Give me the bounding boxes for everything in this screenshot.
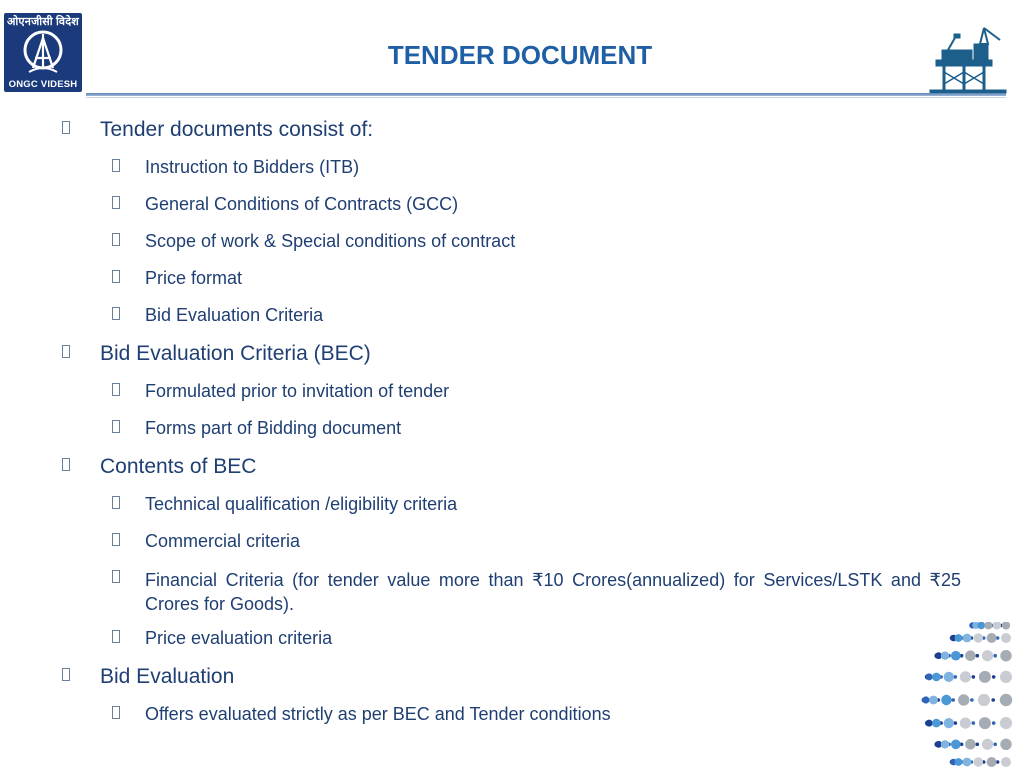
globe-dot [954, 721, 958, 725]
globe-dot [960, 671, 971, 682]
globe-dot [993, 622, 1001, 630]
globe-dot [926, 673, 933, 680]
sub-bullet-text: Offers evaluated strictly as per BEC and Tender conditions [145, 704, 611, 724]
hollow-square-bullet-icon [112, 196, 120, 209]
sub-bullet-text: Financial Criteria (for tender value more than ₹10 Crores(annualized) for Services/LSTK and ₹25 Crores for Goods). [145, 570, 961, 614]
hollow-square-bullet-icon [112, 270, 120, 283]
globe-dot [932, 673, 941, 682]
hollow-square-bullet-icon [112, 533, 120, 546]
globe-dot [944, 718, 954, 728]
hollow-square-bullet-icon [62, 458, 70, 471]
globe-dot [978, 694, 990, 706]
sub-bullet-text: Formulated prior to invitation of tender [145, 381, 450, 401]
globe-dot [926, 720, 933, 727]
sub-bullet-text: Scope of work & Special conditions of contract [145, 231, 516, 251]
hollow-square-bullet-icon [112, 233, 120, 246]
globe-dot [982, 739, 993, 750]
globe-dot [1001, 757, 1011, 767]
hollow-square-bullet-icon [62, 668, 70, 681]
globe-dot [963, 634, 972, 643]
globe-dot [979, 671, 991, 683]
globe-dot [1000, 739, 1011, 750]
hollow-square-bullet-icon [112, 383, 120, 396]
hollow-square-bullet-icon [112, 706, 120, 719]
globe-dot [963, 758, 972, 767]
hollow-square-bullet-icon [112, 630, 120, 643]
globe-dot [941, 695, 951, 705]
hollow-square-bullet-icon [112, 307, 120, 320]
globe-dot [965, 739, 976, 750]
ongc-emblem-icon [21, 28, 65, 76]
globe-dot [984, 622, 992, 629]
globe-dot [993, 654, 997, 658]
globe-dot [976, 743, 980, 747]
globe-dot [958, 694, 969, 705]
globe-dot [1000, 717, 1012, 729]
globe-dot [992, 675, 996, 679]
globe-dot [1000, 694, 1012, 706]
globe-dot [972, 675, 976, 679]
offshore-rig-icon [928, 24, 1008, 96]
globe-dot [992, 721, 996, 725]
globe-dot [982, 650, 993, 661]
sub-bullet-text: Price evaluation criteria [145, 628, 333, 648]
globe-dot [951, 698, 955, 702]
globe-dot [929, 696, 938, 705]
globe-dot [979, 717, 991, 729]
globe-dot [974, 633, 983, 642]
globe-dot [1000, 671, 1012, 683]
globe-dot [955, 634, 963, 642]
globe-dot [922, 696, 929, 703]
logo-hindi-text: ओएनजीसी विदेश [7, 16, 79, 28]
bullet-text: Tender documents consist of: [100, 118, 374, 141]
bullet-text: Bid Evaluation [100, 665, 235, 688]
sub-bullet-text: Forms part of Bidding document [145, 418, 402, 438]
globe-dot [987, 633, 997, 643]
bullet-text: Contents of BEC [100, 455, 257, 478]
globe-dot [970, 698, 974, 702]
globe-dot [991, 698, 995, 702]
globe-dot [951, 651, 961, 661]
sub-bullet-text: Instruction to Bidders (ITB) [145, 157, 360, 177]
dotted-globe-graphic [910, 622, 1024, 768]
globe-dot [1000, 650, 1011, 661]
hollow-square-bullet-icon [112, 159, 120, 172]
globe-dot [977, 622, 985, 629]
sub-bullet-text: Commercial criteria [145, 531, 301, 551]
globe-dot [932, 719, 941, 728]
sub-bullet-text: Price format [145, 268, 243, 288]
hollow-square-bullet-icon [112, 496, 120, 509]
ongc-videsh-logo [4, 13, 82, 92]
globe-dot [987, 757, 997, 767]
hollow-square-bullet-icon [62, 345, 70, 358]
hollow-square-bullet-icon [112, 420, 120, 433]
globe-dot [941, 652, 949, 660]
globe-dot [965, 650, 976, 661]
globe-dot [1002, 622, 1010, 630]
globe-dot [944, 672, 954, 682]
globe-dot [1001, 633, 1011, 643]
globe-dot [941, 740, 949, 748]
globe-dot [951, 740, 961, 750]
globe-dot [960, 718, 971, 729]
header-rule-shadow [86, 97, 1006, 98]
globe-dot [993, 743, 997, 747]
globe-dot [974, 757, 983, 766]
globe-dot [955, 758, 963, 766]
header-rule [86, 93, 1006, 96]
bullet-text: Bid Evaluation Criteria (BEC) [100, 342, 371, 365]
sub-bullet-text: Bid Evaluation Criteria [145, 305, 324, 325]
logo-brand-text: ONGC VIDESH [8, 79, 78, 90]
slide-title: TENDER DOCUMENT [387, 40, 653, 70]
globe-dot [972, 721, 976, 725]
globe-dot [954, 675, 958, 679]
hollow-square-bullet-icon [112, 570, 120, 583]
hollow-square-bullet-icon [62, 121, 70, 134]
globe-dot [976, 654, 980, 658]
sub-bullet-text: General Conditions of Contracts (GCC) [145, 194, 459, 214]
sub-bullet-text: Technical qualification /eligibility criteria [145, 494, 458, 514]
